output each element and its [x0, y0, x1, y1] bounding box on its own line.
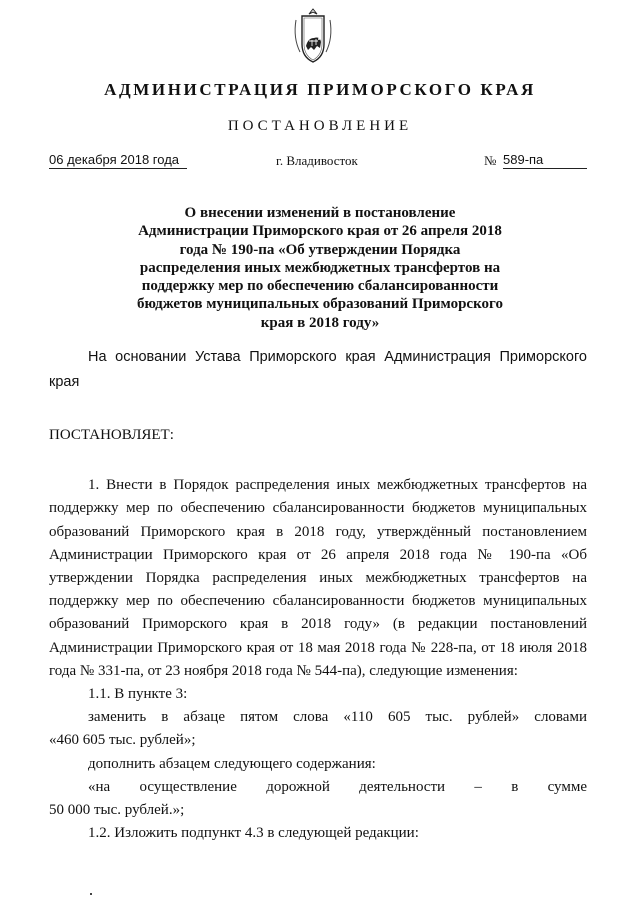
scan-mark: [90, 893, 92, 895]
org-title: АДМИНИСТРАЦИЯ ПРИМОРСКОГО КРАЯ: [104, 80, 536, 99]
add-intro: дополнить абзацем следующего содержания:: [88, 755, 376, 772]
add-line-2: 50 000 тыс. рублей.»;: [49, 802, 185, 819]
add-line-1: «на осуществление дорожной деятельности – в сумме: [88, 778, 587, 795]
item-1: 1. Внести в Порядок распределения иных межбюджетных трансфертов на поддержку мер по обеспечению сбалансированности бюджетов муниципальных образований Приморского края в 2018 году, утверждённый постановлением Администрации Приморского края от 26 апреля 2018 года № 190-па «Об утверждении Порядка распределения иных межбюджетных трансфертов на поддержку мер по обеспечению сбалансированности бюджетов муниципальных образований Приморского края в 2018 году» (в редакции постановлений Администрации Приморского края от 18 мая 2018 года № 228-па, от 18 июля 2018 года № 331-па, от 23 ноября 2018 года № 544-па), следующие изменения:: [49, 477, 587, 679]
number-label: №: [484, 153, 497, 168]
replace-line-2: «460 605 тыс. рублей»;: [49, 732, 196, 749]
basis-paragraph: На основании Устава Приморского края Администрация Приморского края: [49, 349, 587, 390]
item-1-2: 1.2. Изложить подпункт 4.3 в следующей редакции:: [88, 825, 419, 842]
doc-place: г. Владивосток: [276, 153, 358, 168]
replace-line-1: заменить в абзаце пятом слова «110 605 тыс. рублей» словами: [88, 709, 587, 726]
doc-type: ПОСТАНОВЛЕНИЕ: [227, 118, 413, 134]
subject-title: О внесении изменений в постановление Администрации Приморского края от 26 апреля 2018 года № 190-па «Об утверждении Порядка распределения иных межбюджетных трансфертов на поддержку мер по обеспечению сбалансированности бюджетов муниципальных образований Приморского края в 2018 году»: [137, 205, 503, 331]
emblem: [290, 8, 336, 64]
doc-number: 589-па: [503, 152, 587, 169]
document-body: [49, 345, 587, 845]
item-1-1: 1.1. В пункте 3:: [88, 686, 188, 703]
resolves-heading: ПОСТАНОВЛЯЕТ:: [49, 427, 174, 443]
coat-of-arms-icon: [290, 8, 336, 64]
doc-date: 06 декабря 2018 года: [49, 152, 187, 169]
